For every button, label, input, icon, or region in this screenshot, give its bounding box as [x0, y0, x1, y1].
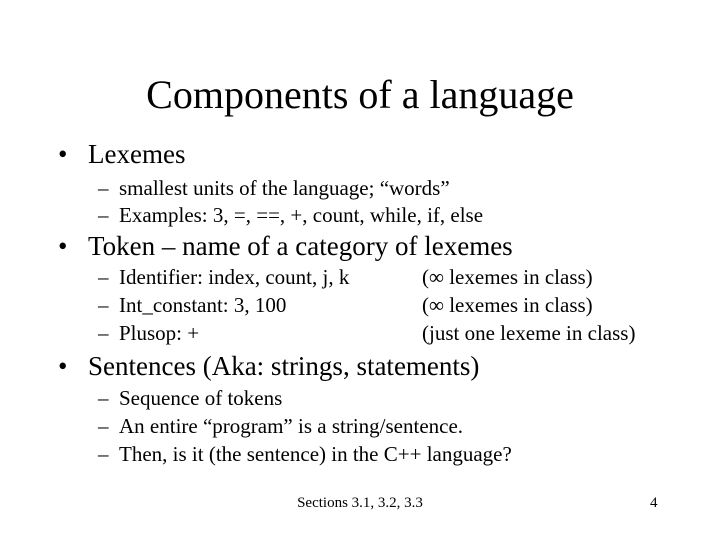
subitem [98, 202, 483, 228]
subitem [98, 320, 199, 346]
bullet-marker: • [58, 351, 68, 381]
bullet-heading: Token – name of a category of lexemes [88, 231, 513, 261]
subitem-text: Plusop: + [119, 321, 200, 345]
bullet-token [58, 230, 513, 262]
subitem-text: Sequence of tokens [119, 386, 283, 410]
bullet-heading: Lexemes [88, 139, 186, 169]
subitem-note: (just one lexeme in class) [422, 321, 636, 345]
dash-marker: – [98, 442, 109, 466]
bullet-sentences [58, 350, 479, 382]
subitem [98, 413, 463, 439]
subitem-text: Int_constant: 3, 100 [119, 293, 287, 317]
subitem-text: smallest units of the language; “words” [119, 176, 450, 200]
bullet-lexemes [58, 138, 185, 170]
subitem-text: Identifier: index, count, j, k [119, 265, 350, 289]
bullet-marker: • [58, 139, 68, 169]
page-number: 4 [650, 495, 658, 511]
dash-marker: – [98, 293, 109, 317]
subitem-text: Examples: 3, =, ==, +, count, while, if, else [119, 203, 484, 227]
slide-title: Components of a language [146, 72, 574, 117]
subitem [98, 264, 349, 290]
dash-marker: – [98, 321, 109, 345]
dash-marker: – [98, 265, 109, 289]
subitem-note: (∞ lexemes in class) [422, 265, 593, 289]
bullet-marker: • [58, 231, 68, 261]
subitem [98, 441, 512, 467]
footer-sections: Sections 3.1, 3.2, 3.3 [297, 495, 423, 511]
subitem [98, 385, 282, 411]
subitem [98, 292, 286, 318]
subitem-text: An entire “program” is a string/sentence. [119, 414, 464, 438]
dash-marker: – [98, 414, 109, 438]
dash-marker: – [98, 176, 109, 200]
dash-marker: – [98, 203, 109, 227]
subitem [98, 175, 450, 201]
subitem-note: (∞ lexemes in class) [422, 293, 593, 317]
subitem-text: Then, is it (the sentence) in the C++ language? [119, 442, 512, 466]
bullet-heading: Sentences (Aka: strings, statements) [88, 351, 480, 381]
dash-marker: – [98, 386, 109, 410]
